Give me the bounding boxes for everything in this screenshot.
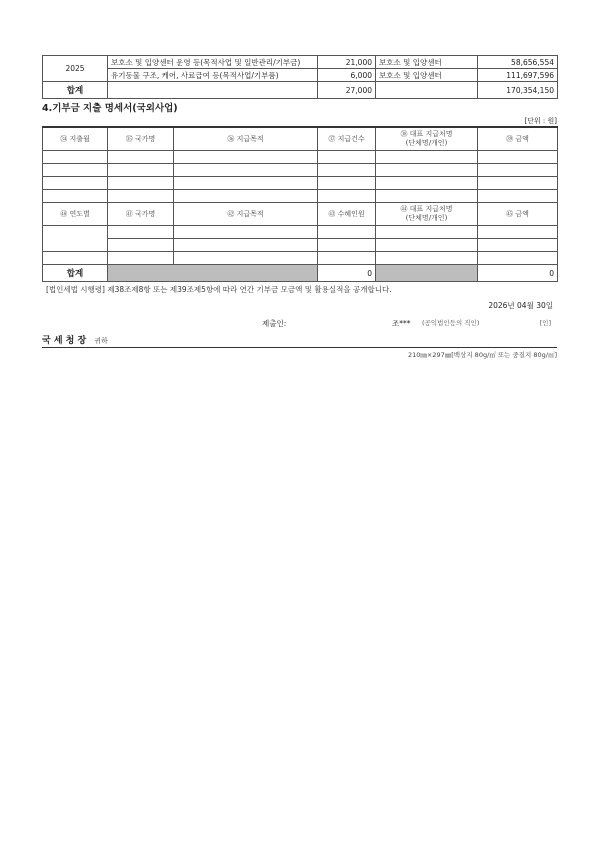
sum-amount: 0 xyxy=(478,265,558,282)
paper-spec: 210㎜×297㎜[백상지 80g/㎡ 또는 중질지 80g/㎡] xyxy=(407,351,557,359)
table-row xyxy=(43,177,558,190)
table-row xyxy=(43,226,558,239)
year-cell: 2025 xyxy=(43,56,108,82)
shaded-cell xyxy=(376,265,478,282)
sum-label: 합계 xyxy=(43,265,108,282)
header-purpose: ㊷ 지급목적 xyxy=(174,203,318,226)
header-amount: ㊴ 금액 xyxy=(478,127,558,151)
section-title: 4.기부금 지출 명세서(국외사업) xyxy=(42,103,178,114)
table-row xyxy=(43,239,558,252)
header-beneficiaries: ㊸ 수혜인원 xyxy=(318,203,376,226)
total-cell: 58,656,554 xyxy=(478,56,558,69)
header-count: ㊲ 지급건수 xyxy=(318,127,376,151)
recipient-line xyxy=(42,333,557,348)
header-year: ㊵ 연도별 xyxy=(43,203,108,226)
table-row xyxy=(43,190,558,203)
recipient-suffix: 귀하 xyxy=(94,337,108,345)
header-month: ㉞ 지출월 xyxy=(43,127,108,151)
sum-row xyxy=(43,265,558,282)
donation-usage-table xyxy=(42,55,558,99)
header-recipient: ㊳ 대표 지급처명 (단체명/개인) xyxy=(376,127,478,151)
seal-mark: [인] xyxy=(539,319,551,327)
sum-label: 합계 xyxy=(43,82,108,99)
table-row xyxy=(43,69,558,82)
recipient-name: 국 세 청 장 xyxy=(42,336,87,346)
sum-count: 0 xyxy=(318,265,376,282)
total-cell: 111,697,596 xyxy=(478,69,558,82)
document-page xyxy=(42,55,557,359)
header-country: ㉟ 국가명 xyxy=(108,127,174,151)
table-row xyxy=(43,56,558,69)
amount-cell: 21,000 xyxy=(318,56,376,69)
table-row xyxy=(43,252,558,265)
header-purpose: ㊱ 지급목적 xyxy=(174,127,318,151)
recipient-cell: 보호소 및 입양센터 xyxy=(376,56,478,69)
legal-note: [법인세법 시행령] 제38조제8항 또는 제39조제5항에 따라 연간 기부금 모금액 및 활용실적을 공개합니다. xyxy=(46,285,392,294)
unit-label: [단위 : 원] xyxy=(524,117,557,125)
table-row xyxy=(43,164,558,177)
recipient-cell: 보호소 및 입양센터 xyxy=(376,69,478,82)
submitter-role: (공익법인등의 직인) xyxy=(422,319,480,327)
sum-total: 170,354,150 xyxy=(478,82,558,99)
submission-date: 2026년 04월 30일 xyxy=(488,301,553,310)
table-header xyxy=(43,203,558,226)
purpose-cell: 보호소 및 입양센터 운영 등(목적사업 및 일반관리/기부금) xyxy=(108,56,318,69)
sum-row xyxy=(43,82,558,99)
sum-amount: 27,000 xyxy=(318,82,376,99)
table-header xyxy=(43,127,558,151)
purpose-cell: 유기동물 구조, 케어, 사료급여 등(목적사업/기부품) xyxy=(108,69,318,82)
empty-cell xyxy=(108,82,318,99)
submitter-name: 조*** xyxy=(392,319,411,328)
submitter-label: 제출인: xyxy=(262,319,287,328)
table-row xyxy=(43,151,558,164)
amount-cell: 6,000 xyxy=(318,69,376,82)
header-recipient: ㊹ 대표 지급처명 (단체명/개인) xyxy=(376,203,478,226)
header-country: ㊶ 국가명 xyxy=(108,203,174,226)
empty-cell xyxy=(376,82,478,99)
overseas-expense-table xyxy=(42,126,558,282)
header-amount: ㊺ 금액 xyxy=(478,203,558,226)
shaded-cell xyxy=(108,265,318,282)
submitter-line xyxy=(42,318,557,330)
